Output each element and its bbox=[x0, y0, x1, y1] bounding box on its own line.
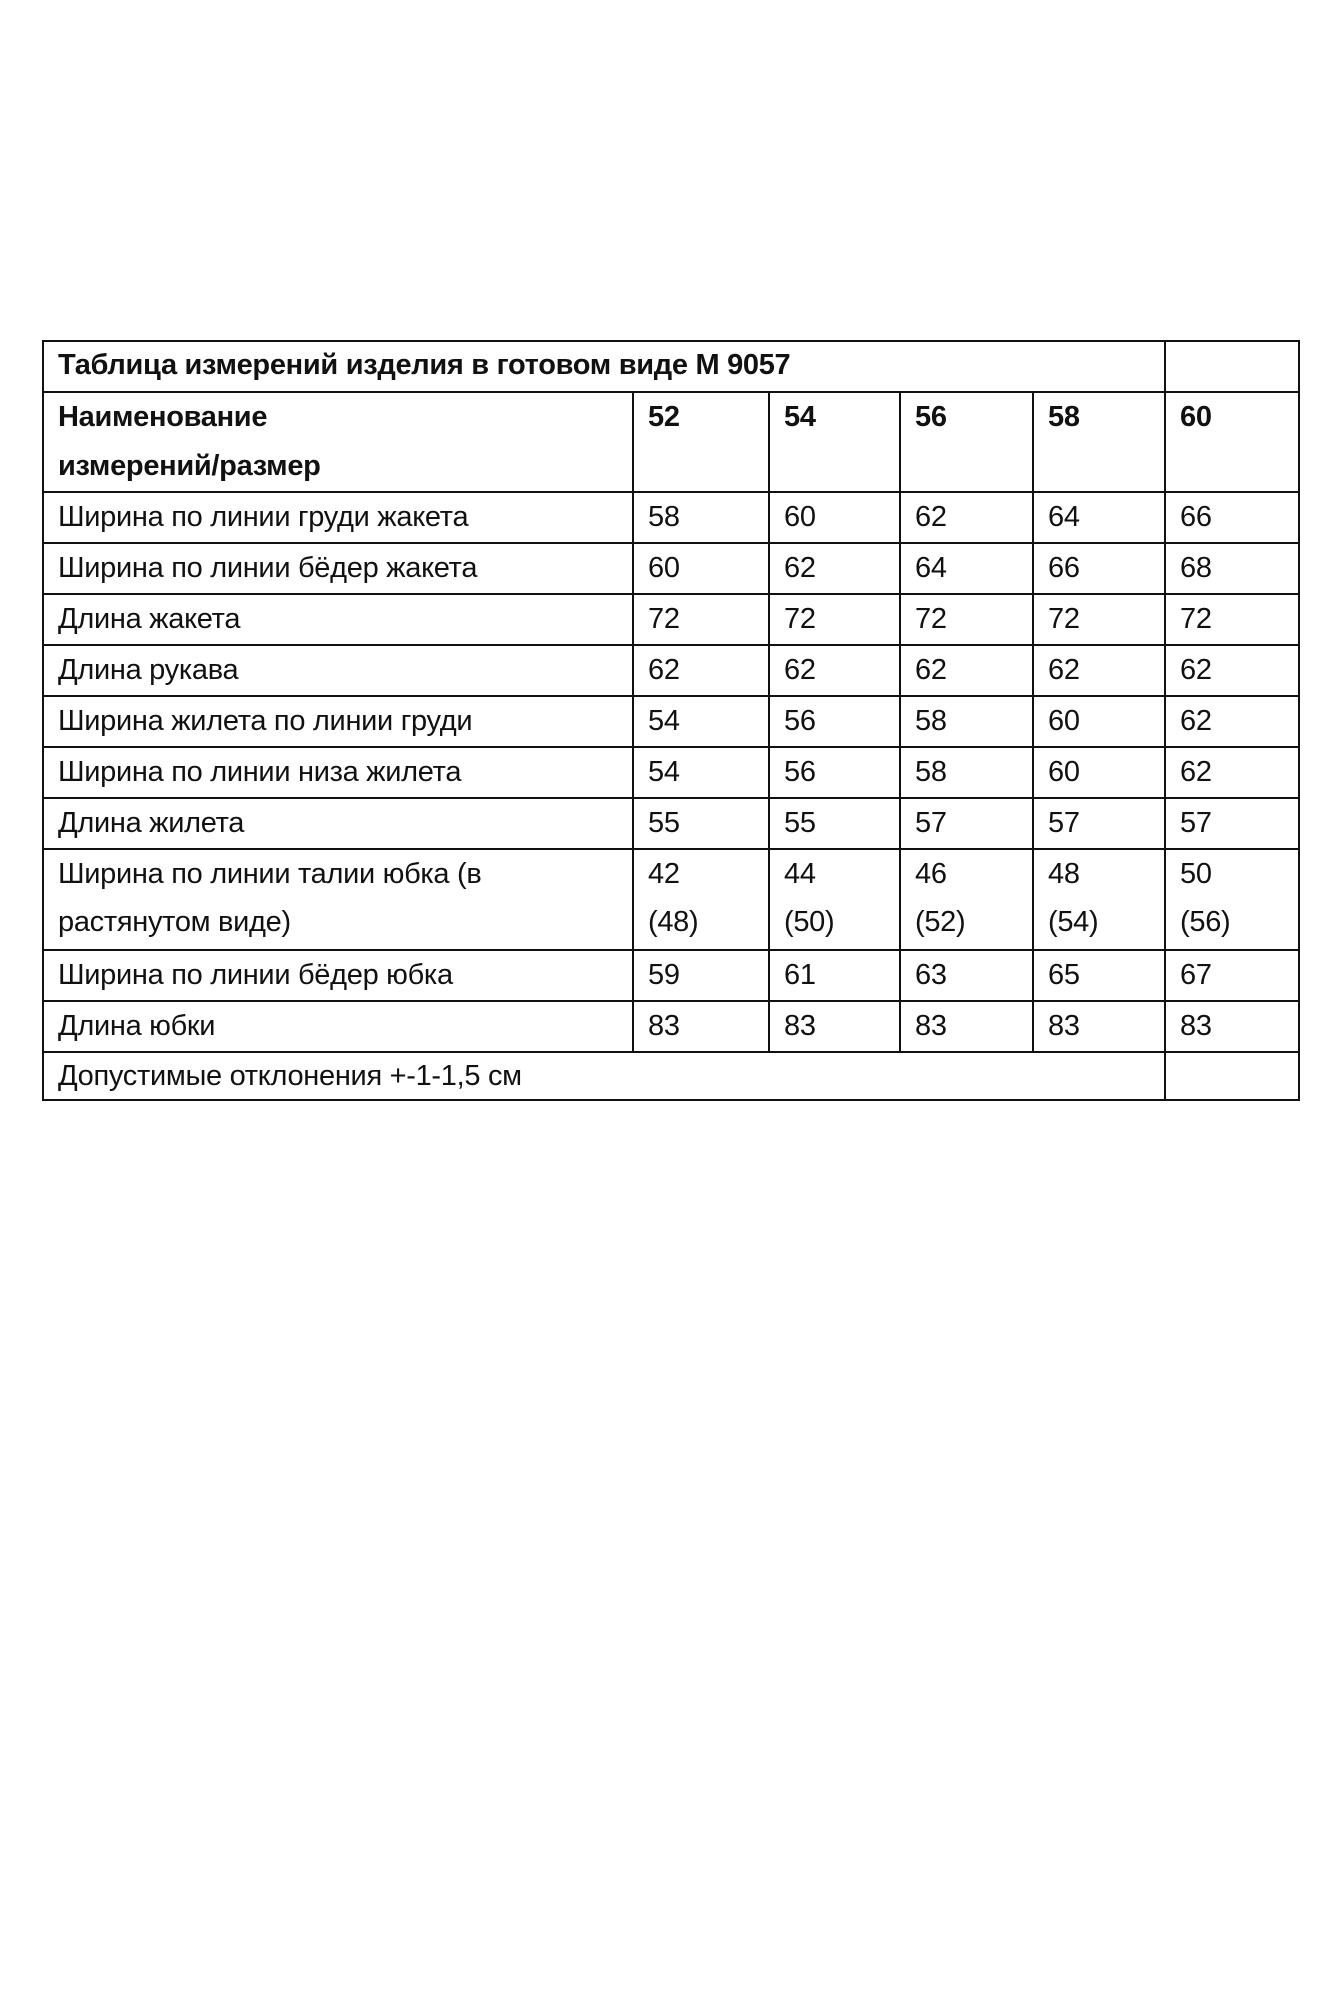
row-value: 60 bbox=[1033, 747, 1165, 798]
row-value: 64 bbox=[1033, 492, 1165, 543]
row-value-stretched: (48) bbox=[648, 906, 699, 938]
table-row bbox=[43, 492, 1299, 543]
row-value: 62 bbox=[900, 492, 1033, 543]
row-value: 66 bbox=[1033, 543, 1165, 594]
row-value: 83 bbox=[1165, 1001, 1299, 1052]
row-value-relaxed: 44 bbox=[784, 858, 816, 890]
row-label: Ширина по линии бёдер жакета bbox=[43, 543, 633, 594]
row-value: 57 bbox=[1165, 798, 1299, 849]
row-label: Ширина жилета по линии груди bbox=[43, 696, 633, 747]
table-row bbox=[43, 645, 1299, 696]
row-value: 54 bbox=[633, 747, 769, 798]
table-title: Таблица измерений изделия в готовом виде М 9057 bbox=[43, 341, 1165, 392]
row-value: 68 bbox=[1165, 543, 1299, 594]
row-value-relaxed: 48 bbox=[1048, 858, 1080, 890]
row-value: 55 bbox=[769, 798, 900, 849]
row-value: 72 bbox=[1165, 594, 1299, 645]
header-size-60: 60 bbox=[1165, 392, 1299, 492]
row-label-line2: растянутом виде) bbox=[58, 906, 291, 938]
row-value bbox=[900, 849, 1033, 950]
table-row bbox=[43, 594, 1299, 645]
header-size-54: 54 bbox=[769, 392, 900, 492]
row-value: 57 bbox=[900, 798, 1033, 849]
row-label: Ширина по линии груди жакета bbox=[43, 492, 633, 543]
row-value: 67 bbox=[1165, 950, 1299, 1001]
row-value: 61 bbox=[769, 950, 900, 1001]
table-row bbox=[43, 1001, 1299, 1052]
table-title-row bbox=[43, 341, 1299, 392]
row-label: Ширина по линии бёдер юбка bbox=[43, 950, 633, 1001]
row-value: 56 bbox=[769, 696, 900, 747]
header-name-label-line2: измерений/размер bbox=[58, 450, 321, 482]
row-value: 72 bbox=[900, 594, 1033, 645]
row-value-stretched: (56) bbox=[1180, 906, 1231, 938]
table-row bbox=[43, 747, 1299, 798]
row-value-relaxed: 42 bbox=[648, 858, 680, 890]
row-value: 72 bbox=[633, 594, 769, 645]
row-value: 83 bbox=[769, 1001, 900, 1052]
row-label: Длина жилета bbox=[43, 798, 633, 849]
row-value: 62 bbox=[633, 645, 769, 696]
row-label bbox=[43, 849, 633, 950]
row-value bbox=[1165, 849, 1299, 950]
row-label-line1: Ширина по линии талии юбка (в bbox=[58, 858, 482, 890]
row-value: 60 bbox=[1033, 696, 1165, 747]
header-size-52: 52 bbox=[633, 392, 769, 492]
row-value: 72 bbox=[1033, 594, 1165, 645]
row-value: 62 bbox=[1165, 747, 1299, 798]
empty-cell bbox=[1165, 1052, 1299, 1100]
row-value: 83 bbox=[633, 1001, 769, 1052]
tolerance-note: Допустимые отклонения +-1-1,5 см bbox=[43, 1052, 1165, 1100]
row-value: 58 bbox=[900, 747, 1033, 798]
header-size-56: 56 bbox=[900, 392, 1033, 492]
row-value bbox=[769, 849, 900, 950]
header-name-label-line1: Наименование bbox=[58, 401, 268, 433]
row-value: 55 bbox=[633, 798, 769, 849]
header-name-label bbox=[43, 392, 633, 492]
row-value: 64 bbox=[900, 543, 1033, 594]
row-value: 65 bbox=[1033, 950, 1165, 1001]
row-value: 54 bbox=[633, 696, 769, 747]
table-footer-row bbox=[43, 1052, 1299, 1100]
row-value: 62 bbox=[769, 543, 900, 594]
row-label: Длина рукава bbox=[43, 645, 633, 696]
row-value: 60 bbox=[769, 492, 900, 543]
row-value: 58 bbox=[633, 492, 769, 543]
table-row bbox=[43, 950, 1299, 1001]
table-row bbox=[43, 696, 1299, 747]
row-value: 62 bbox=[769, 645, 900, 696]
header-size-58: 58 bbox=[1033, 392, 1165, 492]
row-value bbox=[1033, 849, 1165, 950]
row-value: 66 bbox=[1165, 492, 1299, 543]
row-value: 62 bbox=[1033, 645, 1165, 696]
row-label: Ширина по линии низа жилета bbox=[43, 747, 633, 798]
row-value: 63 bbox=[900, 950, 1033, 1001]
row-value: 62 bbox=[1165, 645, 1299, 696]
table-row bbox=[43, 543, 1299, 594]
row-value: 72 bbox=[769, 594, 900, 645]
row-value-stretched: (54) bbox=[1048, 906, 1099, 938]
row-value bbox=[633, 849, 769, 950]
measurements-table bbox=[42, 340, 1300, 1101]
row-label: Длина жакета bbox=[43, 594, 633, 645]
table-row bbox=[43, 849, 1299, 950]
row-value: 62 bbox=[900, 645, 1033, 696]
row-value: 62 bbox=[1165, 696, 1299, 747]
row-value: 57 bbox=[1033, 798, 1165, 849]
row-value: 59 bbox=[633, 950, 769, 1001]
empty-cell bbox=[1165, 341, 1299, 392]
table-header-row bbox=[43, 392, 1299, 492]
row-value-stretched: (50) bbox=[784, 906, 835, 938]
row-value-stretched: (52) bbox=[915, 906, 966, 938]
row-value: 60 bbox=[633, 543, 769, 594]
row-value: 83 bbox=[1033, 1001, 1165, 1052]
row-value: 83 bbox=[900, 1001, 1033, 1052]
table-row bbox=[43, 798, 1299, 849]
row-value: 56 bbox=[769, 747, 900, 798]
row-label: Длина юбки bbox=[43, 1001, 633, 1052]
row-value-relaxed: 46 bbox=[915, 858, 947, 890]
row-value-relaxed: 50 bbox=[1180, 858, 1212, 890]
row-value: 58 bbox=[900, 696, 1033, 747]
